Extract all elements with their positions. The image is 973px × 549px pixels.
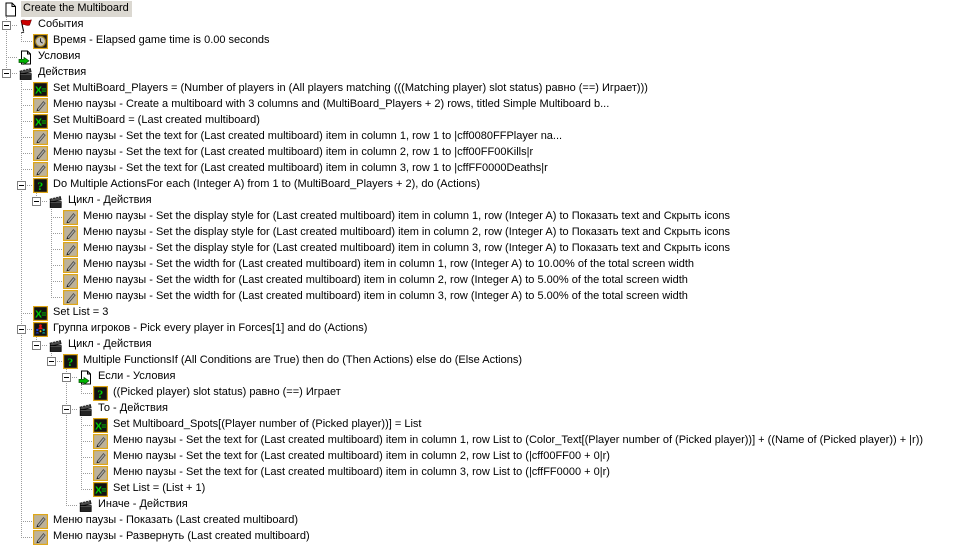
collapse-expander-icon[interactable]: [17, 181, 26, 190]
tree-connector-vline: [81, 465, 82, 473]
minus-glyph: [34, 201, 39, 202]
tree-node-label: Меню паузы - Set the text for (Last created multiboard) item in column 2, row 1 to |cff00FF00Kills|r: [53, 146, 534, 158]
minus-glyph: [64, 377, 69, 378]
tree-connector-vline: [21, 225, 22, 241]
minus-glyph: [49, 361, 54, 362]
tree-connector-vline: [66, 385, 67, 401]
tree-node-label: Иначе - Действия: [98, 498, 188, 510]
tree-row[interactable]: [0, 33, 973, 49]
tree-connector-vline: [21, 401, 22, 417]
tree-row[interactable]: [0, 161, 973, 177]
tree-node-label: Меню паузы - Create a multiboard with 3 columns and (MultiBoard_Players + 2) rows, titled Simple Multiboard b...: [53, 98, 610, 110]
tree-row[interactable]: [0, 513, 973, 529]
tree-connector-vline: [81, 385, 82, 393]
collapse-expander-icon[interactable]: [62, 373, 71, 382]
collapse-expander-icon[interactable]: [2, 21, 11, 30]
tree-row[interactable]: [0, 65, 973, 81]
tree-node-label: Set MultiBoard = (Last created multiboard): [53, 114, 260, 126]
svg-text:=: =: [41, 117, 47, 127]
svg-text:X: X: [35, 116, 43, 129]
tree-row[interactable]: [0, 353, 973, 369]
tree-connector-vline: [51, 249, 52, 257]
tree-connector-hline: [81, 473, 92, 474]
tree-connector-vline: [6, 49, 7, 57]
collapse-expander-icon[interactable]: [17, 325, 26, 334]
tree-connector-hline: [21, 153, 32, 154]
tree-node-label: Set List = (List + 1): [113, 482, 206, 494]
svg-text:?: ?: [37, 179, 44, 193]
tree-connector-vline: [21, 89, 22, 97]
tree-node-label: События: [38, 18, 84, 30]
tree-connector-vline: [51, 273, 52, 281]
tree-row[interactable]: [0, 1, 973, 17]
tree-row[interactable]: [0, 49, 973, 65]
tree-connector-hline: [21, 537, 32, 538]
tree-connector-vline: [21, 529, 22, 537]
tree-connector-vline: [81, 441, 82, 449]
tree-node-label: Меню паузы - Set the width for (Last created multiboard) item in column 1, row (Integer A) to 10.00% of the total screen width: [83, 258, 695, 270]
document-icon: [3, 2, 18, 17]
tree-node-label: Условия: [38, 50, 81, 62]
tree-connector-vline: [21, 137, 22, 145]
tree-row[interactable]: [0, 481, 973, 497]
collapse-expander-icon[interactable]: [32, 341, 41, 350]
tree-connector-hline: [51, 297, 62, 298]
tree-connector-vline: [21, 465, 22, 481]
tree-row[interactable]: [0, 129, 973, 145]
multiboard-pencil-icon: [63, 274, 78, 289]
tree-node-label: Меню паузы - Set the text for (Last created multiboard) item in column 2, row List to (|cff00FF00 + 0|r): [113, 450, 610, 462]
tree-row[interactable]: [0, 321, 973, 337]
tree-node-label: Если - Условия: [98, 370, 176, 382]
tree-connector-vline: [81, 457, 82, 465]
question-icon: [33, 178, 48, 193]
tree-node-label: Do Multiple ActionsFor each (Integer A) from 1 to (MultiBoard_Players + 2), do (Actions): [53, 178, 481, 190]
svg-text:X: X: [35, 308, 43, 321]
tree-connector-vline: [21, 353, 22, 369]
tree-node-label: Цикл - Действия: [68, 194, 152, 206]
tree-row[interactable]: [0, 465, 973, 481]
tree-connector-vline: [66, 449, 67, 465]
tree-row[interactable]: [0, 113, 973, 129]
tree-connector-hline: [81, 441, 92, 442]
question-icon: [93, 386, 108, 401]
tree-connector-hline: [6, 57, 17, 58]
tree-connector-vline: [21, 241, 22, 257]
svg-text:=: =: [41, 85, 47, 95]
tree-connector-vline: [21, 153, 22, 161]
tree-row[interactable]: [0, 177, 973, 193]
multiboard-pencil-icon: [63, 226, 78, 241]
clapperboard-icon: [48, 194, 63, 209]
tree-connector-hline: [51, 265, 62, 266]
tree-node-label: Группа игроков - Pick every player in Forces[1] and do (Actions): [53, 322, 368, 334]
tree-connector-vline: [51, 233, 52, 241]
tree-connector-vline: [21, 161, 22, 169]
tree-connector-vline: [21, 513, 22, 521]
tree-row[interactable]: [0, 337, 973, 353]
tree-connector-vline: [21, 81, 22, 89]
tree-connector-vline: [6, 57, 7, 65]
tree-node-label: Меню паузы - Set the display style for (Last created multiboard) item in column 2, row (Integer A) to Показать text and Скрыть icons: [83, 226, 730, 238]
multiboard-pencil-icon: [93, 450, 108, 465]
tree-row[interactable]: [0, 529, 973, 545]
set-variable-icon: [33, 114, 48, 129]
tree-connector-vline: [81, 425, 82, 433]
tree-row[interactable]: [0, 497, 973, 513]
tree-row[interactable]: [0, 97, 973, 113]
events-flag-icon: [18, 18, 33, 33]
multiboard-pencil-icon: [33, 514, 48, 529]
minus-glyph: [4, 73, 9, 74]
svg-text:X: X: [35, 84, 43, 97]
tree-connector-hline: [81, 393, 92, 394]
tree-connector-hline: [81, 457, 92, 458]
svg-text:=: =: [101, 421, 107, 431]
tree-node-label: Меню паузы - Set the width for (Last created multiboard) item in column 2, row (Integer A) to 5.00% of the total screen width: [83, 274, 688, 286]
tree-node-label: Set Multiboard_Spots[(Player number of (Picked player))] = List: [113, 418, 422, 430]
tree-connector-vline: [51, 257, 52, 265]
tree-connector-vline: [21, 273, 22, 289]
tree-row[interactable]: [0, 449, 973, 465]
tree-row[interactable]: [0, 17, 973, 33]
tree-connector-vline: [21, 289, 22, 305]
multiboard-pencil-icon: [33, 146, 48, 161]
tree-connector-vline: [51, 217, 52, 225]
collapse-expander-icon[interactable]: [47, 357, 56, 366]
tree-connector-vline: [21, 449, 22, 465]
svg-text:=: =: [101, 485, 107, 495]
collapse-expander-icon[interactable]: [62, 405, 71, 414]
minus-glyph: [64, 409, 69, 410]
tree-connector-vline: [81, 433, 82, 441]
tree-connector-vline: [21, 481, 22, 497]
tree-node-label: Меню паузы - Set the text for (Last created multiboard) item in column 1, row 1 to |cff0080FFPlayer na...: [53, 130, 563, 142]
tree-connector-vline: [66, 433, 67, 449]
tree-node-label: Меню паузы - Set the text for (Last created multiboard) item in column 3, row 1 to |cffFF0000Deaths|r: [53, 162, 548, 174]
conditions-page-icon: [78, 370, 93, 385]
tree-node-label: Меню паузы - Set the display style for (Last created multiboard) item in column 3, row (Integer A) to Показать text and Скрыть icons: [83, 242, 730, 254]
set-variable-icon: [93, 482, 108, 497]
tree-connector-vline: [21, 121, 22, 129]
tree-row[interactable]: [0, 401, 973, 417]
tree-row[interactable]: [0, 369, 973, 385]
minus-glyph: [19, 185, 24, 186]
tree-row[interactable]: [0, 81, 973, 97]
tree-row[interactable]: [0, 433, 973, 449]
tree-connector-vline: [21, 385, 22, 401]
svg-text:=: =: [41, 309, 47, 319]
tree-connector-vline: [81, 449, 82, 457]
set-variable-icon: [33, 82, 48, 97]
tree-connector-vline: [21, 337, 22, 353]
tree-connector-vline: [21, 145, 22, 153]
tree-connector-vline: [21, 113, 22, 121]
conditions-page-icon: [18, 50, 33, 65]
tree-row[interactable]: [0, 193, 973, 209]
tree-row[interactable]: [0, 273, 973, 289]
minus-glyph: [4, 25, 9, 26]
tree-node-label: ((Picked player) slot status) равно (==) Играет: [113, 386, 341, 398]
clapperboard-icon: [18, 66, 33, 81]
tree-connector-vline: [21, 129, 22, 137]
multiboard-pencil-icon: [63, 242, 78, 257]
multiboard-pencil-icon: [63, 290, 78, 305]
tree-connector-vline: [66, 481, 67, 497]
tree-connector-vline: [81, 481, 82, 489]
tree-connector-vline: [66, 417, 67, 433]
tree-connector-vline: [21, 369, 22, 385]
tree-connector-hline: [51, 233, 62, 234]
tree-connector-vline: [21, 305, 22, 313]
multiboard-pencil-icon: [93, 466, 108, 481]
minus-glyph: [34, 345, 39, 346]
tree-connector-vline: [51, 281, 52, 289]
tree-node-label: Multiple FunctionsIf (All Conditions are True) then do (Then Actions) else do (Else Actions): [83, 354, 522, 366]
tree-connector-vline: [51, 289, 52, 297]
tree-node-label: Меню паузы - Set the display style for (Last created multiboard) item in column 1, row (Integer A) to Показать text and Скрыть icons: [83, 210, 730, 222]
multiboard-pencil-icon: [93, 434, 108, 449]
tree-connector-vline: [6, 33, 7, 49]
tree-connector-hline: [21, 89, 32, 90]
tree-connector-vline: [21, 169, 22, 177]
collapse-expander-icon[interactable]: [32, 197, 41, 206]
tree-row[interactable]: [0, 257, 973, 273]
trigger-title-label: Create the Multiboard: [21, 1, 132, 17]
tree-connector-vline: [51, 241, 52, 249]
tree-connector-vline: [21, 417, 22, 433]
svg-text:?: ?: [67, 355, 74, 369]
tree-row[interactable]: [0, 145, 973, 161]
tree-connector-hline: [51, 281, 62, 282]
tree-connector-vline: [21, 105, 22, 113]
tree-connector-hline: [21, 313, 32, 314]
tree-connector-hline: [21, 121, 32, 122]
tree-connector-vline: [21, 193, 22, 209]
tree-connector-hline: [21, 41, 32, 42]
tree-connector-hline: [51, 217, 62, 218]
tree-connector-vline: [21, 33, 22, 41]
svg-text:?: ?: [97, 387, 104, 401]
tree-connector-vline: [66, 497, 67, 505]
tree-row[interactable]: [0, 417, 973, 433]
tree-row[interactable]: [0, 225, 973, 241]
svg-text:X: X: [95, 484, 103, 497]
tree-node-label: Действия: [38, 66, 87, 78]
set-variable-icon: [33, 306, 48, 321]
clapperboard-icon: [78, 498, 93, 513]
multiboard-pencil-icon: [33, 162, 48, 177]
tree-node-label: Set List = 3: [53, 306, 109, 318]
tree-row[interactable]: [0, 209, 973, 225]
svg-text:X: X: [95, 420, 103, 433]
tree-node-label: Цикл - Действия: [68, 338, 152, 350]
tree-connector-vline: [21, 257, 22, 273]
multiboard-pencil-icon: [33, 130, 48, 145]
tree-node-label: То - Действия: [98, 402, 168, 414]
clapperboard-icon: [48, 338, 63, 353]
tree-row[interactable]: [0, 289, 973, 305]
tree-connector-vline: [51, 225, 52, 233]
player-group-icon: [33, 322, 48, 337]
tree-connector-hline: [21, 169, 32, 170]
tree-connector-vline: [66, 465, 67, 481]
multiboard-pencil-icon: [63, 258, 78, 273]
tree-node-label: Меню паузы - Показать (Last created multiboard): [53, 514, 299, 526]
tree-connector-vline: [51, 265, 52, 273]
tree-connector-vline: [21, 497, 22, 513]
tree-connector-hline: [21, 137, 32, 138]
tree-connector-vline: [21, 209, 22, 225]
tree-connector-vline: [21, 433, 22, 449]
tree-connector-hline: [21, 521, 32, 522]
tree-connector-hline: [81, 489, 92, 490]
tree-node-label: Время - Elapsed game time is 0.00 seconds: [53, 34, 270, 46]
tree-node-label: Set MultiBoard_Players = (Number of players in (All players matching (((Matching player) slot status) равно (==) Играет))): [53, 82, 648, 94]
collapse-expander-icon[interactable]: [2, 69, 11, 78]
tree-connector-hline: [66, 505, 77, 506]
tree-connector-hline: [81, 425, 92, 426]
multiboard-pencil-icon: [33, 98, 48, 113]
multiboard-pencil-icon: [33, 530, 48, 545]
tree-node-label: Меню паузы - Set the text for (Last created multiboard) item in column 3, row List to (|cffFF0000 + 0|r): [113, 466, 610, 478]
minus-glyph: [19, 329, 24, 330]
multiboard-pencil-icon: [63, 210, 78, 225]
clock-icon: [33, 34, 48, 49]
tree-node-label: Меню паузы - Развернуть (Last created multiboard): [53, 530, 310, 542]
tree-connector-vline: [81, 473, 82, 481]
question-icon: [63, 354, 78, 369]
tree-connector-hline: [21, 105, 32, 106]
tree-node-label: Меню паузы - Set the text for (Last created multiboard) item in column 1, row List to (Color_Text[(Player number of (Picked player))] + ((Name of (Picked player)) + |r)): [113, 434, 924, 446]
tree-connector-vline: [21, 97, 22, 105]
tree-connector-vline: [51, 209, 52, 217]
tree-row[interactable]: [0, 241, 973, 257]
tree-connector-vline: [21, 521, 22, 529]
tree-connector-vline: [81, 417, 82, 425]
tree-connector-hline: [51, 249, 62, 250]
tree-row[interactable]: [0, 385, 973, 401]
clapperboard-icon: [78, 402, 93, 417]
tree-row[interactable]: [0, 305, 973, 321]
tree-node-label: Меню паузы - Set the width for (Last created multiboard) item in column 3, row (Integer A) to 5.00% of the total screen width: [83, 290, 688, 302]
tree-connector-vline: [21, 313, 22, 321]
set-variable-icon: [93, 418, 108, 433]
